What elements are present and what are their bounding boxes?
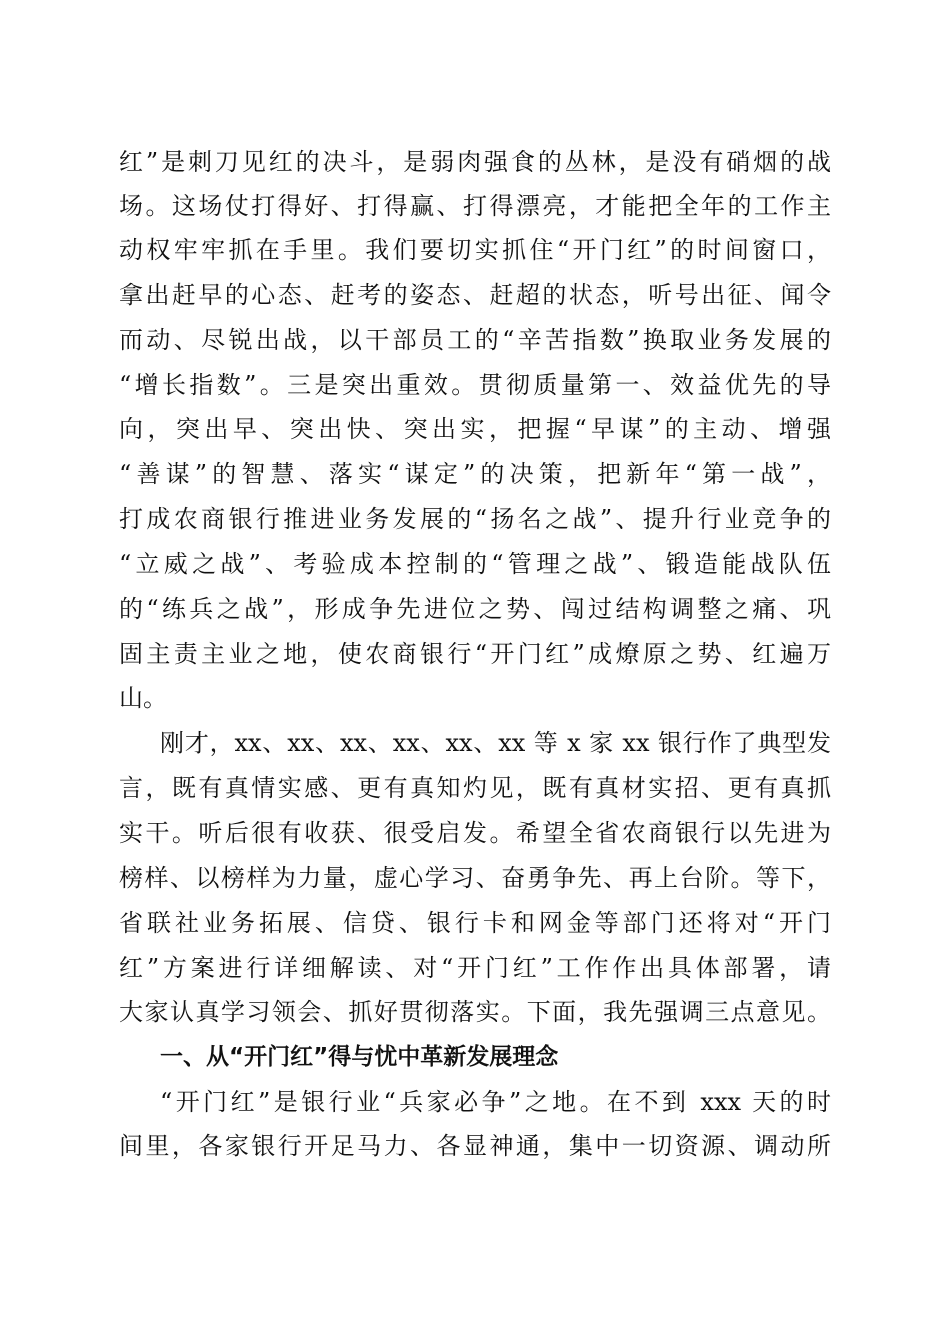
paragraph-2-line-4: 榜样、以榜样为力量，虚心学习、奋勇争先、再上台阶。等下， [119,864,831,892]
paragraph-3-line-1: “开门红”是银行业“兵家必争”之地。在不到 xxx 天的时 [160,1088,831,1116]
section-heading: 一、从“开门红”得与忧中革新发展理念 [160,1044,559,1070]
paragraph-1-line-2: 场。这场仗打得好、打得赢、打得漂亮，才能把全年的工作主 [119,192,831,220]
paragraph-2-line-7: 大家认真学习领会、抓好贯彻落实。下面，我先强调三点意见。 [119,998,831,1026]
paragraph-1-line-12: 固主责主业之地，使农商银行“开门红”成燎原之势、红遍万 [119,640,831,668]
paragraph-2-line-2: 言，既有真情实感、更有真知灼见，既有真材实招、更有真抓 [119,774,831,802]
paragraph-1-line-9: 打成农商银行推进业务发展的“扬名之战”、提升行业竞争的 [119,505,831,533]
paragraph-1-line-1: 红”是刺刀见红的决斗，是弱肉强食的丛林，是没有硝烟的战 [119,148,831,176]
paragraph-1-line-13: 山。 [119,684,167,712]
paragraph-1-line-8: “善谋”的智慧、落实“谋定”的决策，把新年“第一战”， [119,460,831,488]
paragraph-1-line-7: 向，突出早、突出快、突出实，把握“早谋”的主动、增强 [119,415,831,443]
paragraph-1-line-11: 的“练兵之战”，形成争先进位之势、闯过结构调整之痛、巩 [119,595,831,623]
paragraph-1-line-4: 拿出赶早的心态、赶考的姿态、赶超的状态，听号出征、闻令 [119,281,831,309]
paragraph-2-line-5: 省联社业务拓展、信贷、银行卡和网金等部门还将对“开门 [119,909,831,937]
paragraph-1-line-6: “增长指数”。三是突出重效。贯彻质量第一、效益优先的导 [119,371,831,399]
paragraph-3-line-2: 间里，各家银行开足马力、各显神通，集中一切资源、调动所 [119,1132,831,1160]
paragraph-2-line-3: 实干。听后很有收获、很受启发。希望全省农商银行以先进为 [119,819,831,847]
paragraph-2-line-1: 刚才，xx、xx、xx、xx、xx、xx 等 x 家 xx 银行作了典型发 [160,729,831,757]
paragraph-1-line-5: 而动、尽锐出战，以干部员工的“辛苦指数”换取业务发展的 [119,326,831,354]
paragraph-1-line-10: “立威之战”、考验成本控制的“管理之战”、锻造能战队伍 [119,550,831,578]
paragraph-1-line-3: 动权牢牢抓在手里。我们要切实抓住“开门红”的时间窗口， [119,236,831,264]
paragraph-2-line-6: 红”方案进行详细解读、对“开门红”工作作出具体部署，请 [119,954,831,982]
